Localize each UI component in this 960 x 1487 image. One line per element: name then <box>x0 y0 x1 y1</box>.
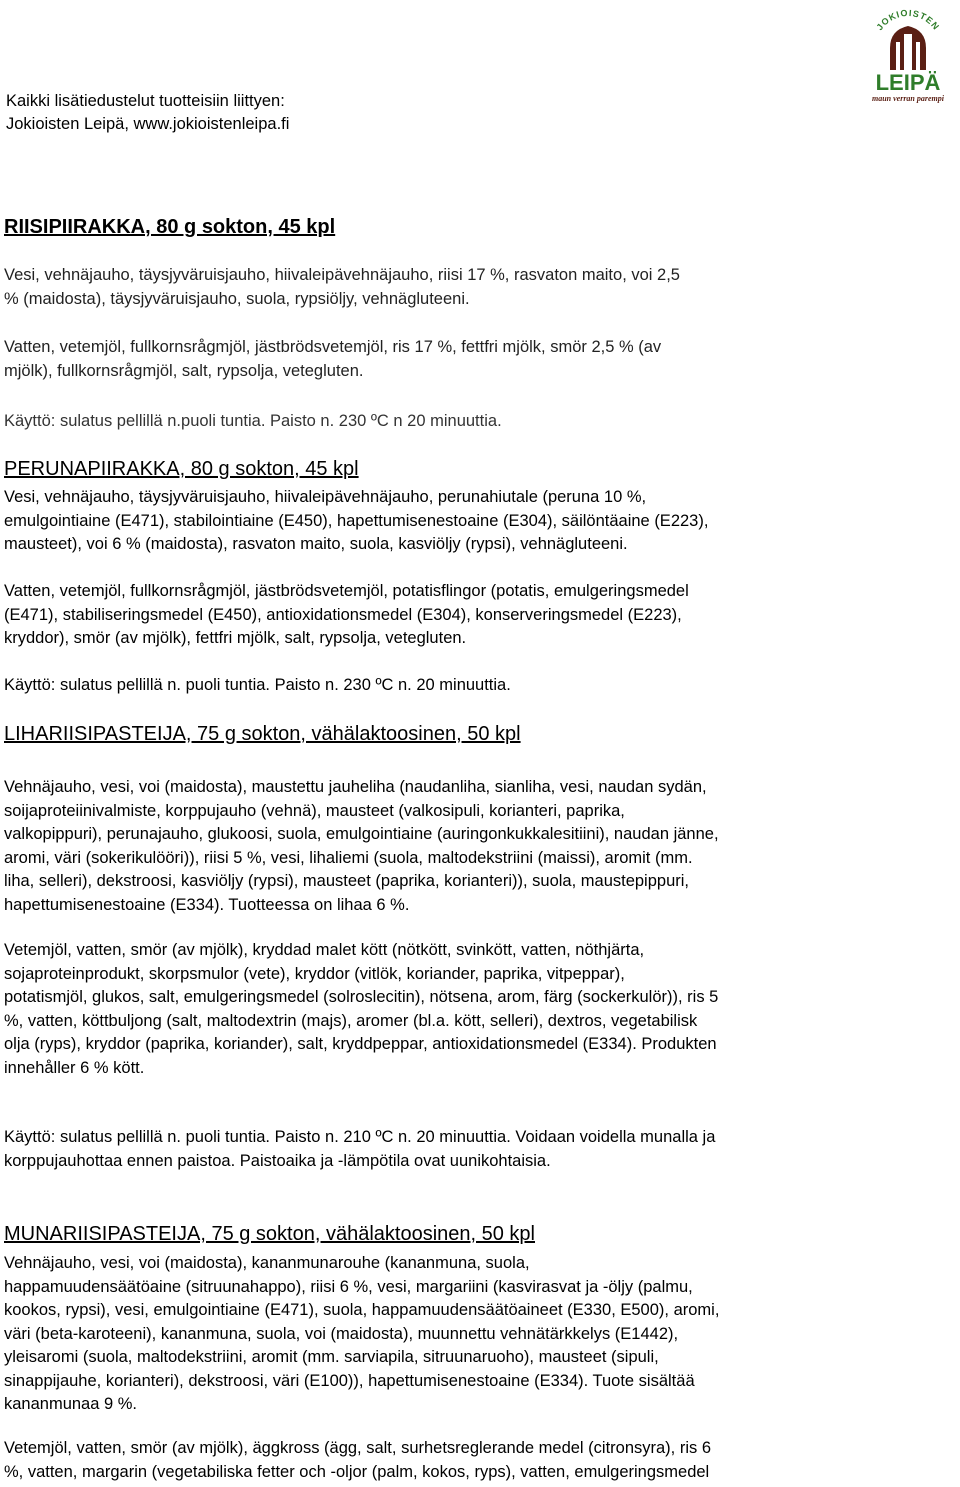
ingredient-line: soijaproteiinivalmiste, korppujauho (vehnä), mausteet (valkosipuli, korianteri, paprika, <box>4 801 625 820</box>
contact-line-1: Kaikki lisätiedustelut tuotteisiin liittyen: <box>6 92 285 110</box>
ingredients-sv <box>4 939 956 1080</box>
ingredient-line: innehåller 6 % kött. <box>4 1058 145 1077</box>
contact-info <box>6 90 289 136</box>
product-perunapiirakka <box>4 456 956 482</box>
ingredient-line: mausteet), voi 6 % (maidosta), rasvaton maito, suola, kasviöljy (rypsi), vehnägluteeni. <box>4 535 628 553</box>
ingredients-fi <box>4 486 956 557</box>
logo-brand-text: LEIPÄ <box>875 70 941 95</box>
ingredient-line: happamuudensäätöaine (sitruunahappo), riisi 6 %, vesi, margariini (kasvirasvat ja -öljy (palmu, <box>4 1277 693 1296</box>
ingredients-sv <box>4 1437 956 1484</box>
ingredient-line: (E471), stabiliseringsmedel (E450), antioxidationsmedel (E304), konserveringsmedel (E223), <box>4 605 682 624</box>
ingredients-fi <box>4 264 956 311</box>
logo-arc-text: JOKIOISTEN <box>874 7 942 33</box>
contact-line-2: Jokioisten Leipä, www.jokioistenleipa.fi <box>6 115 290 133</box>
ingredient-line: potatismjöl, glukos, salt, emulgeringsmedel (solroslecitin), nötsena, arom, färg (sockerkulör)), ris 5 <box>4 988 719 1006</box>
ingredient-line: Vetemjöl, vatten, smör (av mjölk), äggkross (ägg, salt, surhetsreglerande medel (citronsyra), ris 6 <box>4 1439 712 1457</box>
ingredient-line: kryddor), smör (av mjölk), fettfri mjölk, salt, rypsolja, vetegluten. <box>4 629 467 647</box>
ingredient-line: mjölk), fullkornsrågmjöl, salt, rypsolja, vetegluten. <box>4 361 364 380</box>
ingredient-line: % (maidosta), täysjyväruisjauho, suola, rypsiöljy, vehnägluteeni. <box>4 289 470 308</box>
ingredients-sv <box>4 580 956 651</box>
product-title: RIISIPIIRAKKA, 80 g sokton, 45 kpl <box>4 216 336 238</box>
usage-instructions <box>4 674 956 698</box>
ingredient-line: yleisaromi (suola, maltodekstriini, aromit (mm. sarviapila, sitruunaruoho), mausteet (sipuli, <box>4 1348 659 1366</box>
usage-instructions <box>4 1126 956 1173</box>
product-title: PERUNAPIIRAKKA, 80 g sokton, 45 kpl <box>4 458 359 480</box>
ingredient-line: Vatten, vetemjöl, fullkornsrågmjöl, jästbrödsvetemjöl, potatisflingor (potatis, emulgeringsmedel <box>4 582 689 600</box>
ingredient-line: valkopippuri), perunajauho, glukoosi, suola, emulgointiaine (auringonkukkalesitiini), naudan jänne, <box>4 825 719 843</box>
ingredient-line: liha, selleri), dekstroosi, kasviöljy (rypsi), mausteet (paprika, korianteri)), suola, maustepippuri, <box>4 872 689 890</box>
product-lihariisipasteija <box>4 721 956 747</box>
logo-slogan-text: maun verran parempi <box>871 94 945 103</box>
ingredient-line: aromi, väri (sokerikulööri)), riisi 5 %, vesi, lihaliemi (suola, maltodekstriini (maissi), aromit (mm. <box>4 848 693 867</box>
ingredient-line: kookos, rypsi), vesi, emulgointiaine (E471), suola, happamuudensäätöaineet (E330, E500), aromi, <box>4 1301 720 1319</box>
ingredients-fi <box>4 776 956 917</box>
ingredient-line: Vetemjöl, vatten, smör (av mjölk), kryddad malet kött (nötkött, svinkött, vatten, nöthjärta, <box>4 941 645 959</box>
ingredient-line: hapettumisenestoaine (E334). Tuotteessa on lihaa 6 %. <box>4 895 410 914</box>
product-riisipiirakka <box>4 214 956 240</box>
ingredient-line: kananmunaa 9 %. <box>4 1395 138 1413</box>
ingredient-line: Vehnäjauho, vesi, voi (maidosta), maustettu jauheliha (naudanliha, sianliha, vesi, naudan sydän, <box>4 778 707 796</box>
product-munariisipasteija <box>4 1221 956 1247</box>
ingredient-line: olja (ryps), kryddor (paprika, koriander), salt, kryddpeppar, antioxidationsmedel (E334). Produkten <box>4 1035 717 1053</box>
usage-instructions <box>4 410 956 434</box>
product-title: MUNARIISIPASTEIJA, 75 g sokton, vähälaktoosinen, 50 kpl <box>4 1223 535 1245</box>
usage-line: korppujauhottaa ennen paistoa. Paistoaika ja -lämpötila ovat uunikohtaisia. <box>4 1151 551 1170</box>
ingredients-sv <box>4 336 956 383</box>
ingredient-line: Vesi, vehnäjauho, täysjyväruisjauho, hiivaleipävehnäjauho, riisi 17 %, rasvaton maito, voi 2,5 <box>4 266 680 284</box>
ingredient-line: %, vatten, köttbuljong (salt, maltodextrin (majs), aromer (bl.a. kött, selleri), dextros, vegetabilisk <box>4 1011 698 1030</box>
usage-line: Käyttö: sulatus pellillä n.puoli tuntia. Paisto n. 230 ºC n 20 minuuttia. <box>4 412 502 430</box>
ingredient-line: emulgointiaine (E471), stabilointiaine (E450), hapettumisenestoaine (E304), säilöntäaine (E223), <box>4 511 709 530</box>
ingredients-fi <box>4 1252 956 1417</box>
ingredient-line: Vatten, vetemjöl, fullkornsrågmjöl, jästbrödsvetemjöl, ris 17 %, fettfri mjölk, smör 2,5 % (av <box>4 338 662 356</box>
usage-line: Käyttö: sulatus pellillä n. puoli tuntia. Paisto n. 230 ºC n. 20 minuuttia. <box>4 676 511 694</box>
ingredient-line: Vesi, vehnäjauho, täysjyväruisjauho, hiivaleipävehnäjauho, perunahiutale (peruna 10 %, <box>4 488 647 506</box>
ingredient-line: sinappijauhe, korianteri), dekstroosi, väri (E100)), hapettumisenestoaine (E334). Tuote sisältää <box>4 1371 695 1390</box>
ingredient-line: Vehnäjauho, vesi, voi (maidosta), kananmunarouhe (kananmuna, suola, <box>4 1254 530 1272</box>
ingredient-line: väri (beta-karoteeni), kananmuna, suola, voi (maidosta), muunnettu vehnätärkkelys (E1442), <box>4 1324 679 1343</box>
jokioisten-leipa-logo <box>858 4 958 104</box>
ingredient-line: sojaproteinprodukt, skorpsmulor (vete), kryddor (vitlök, koriander, paprika, vitpeppar), <box>4 964 625 983</box>
usage-line: Käyttö: sulatus pellillä n. puoli tuntia. Paisto n. 210 ºC n. 20 minuuttia. Voidaan voidella munalla ja <box>4 1128 716 1146</box>
ingredient-line: %, vatten, margarin (vegetabiliska fetter och -oljor (palm, kokos, ryps), vatten, emulgeringsmedel <box>4 1462 710 1481</box>
product-title: LIHARIISIPASTEIJA, 75 g sokton, vähälaktoosinen, 50 kpl <box>4 723 521 745</box>
